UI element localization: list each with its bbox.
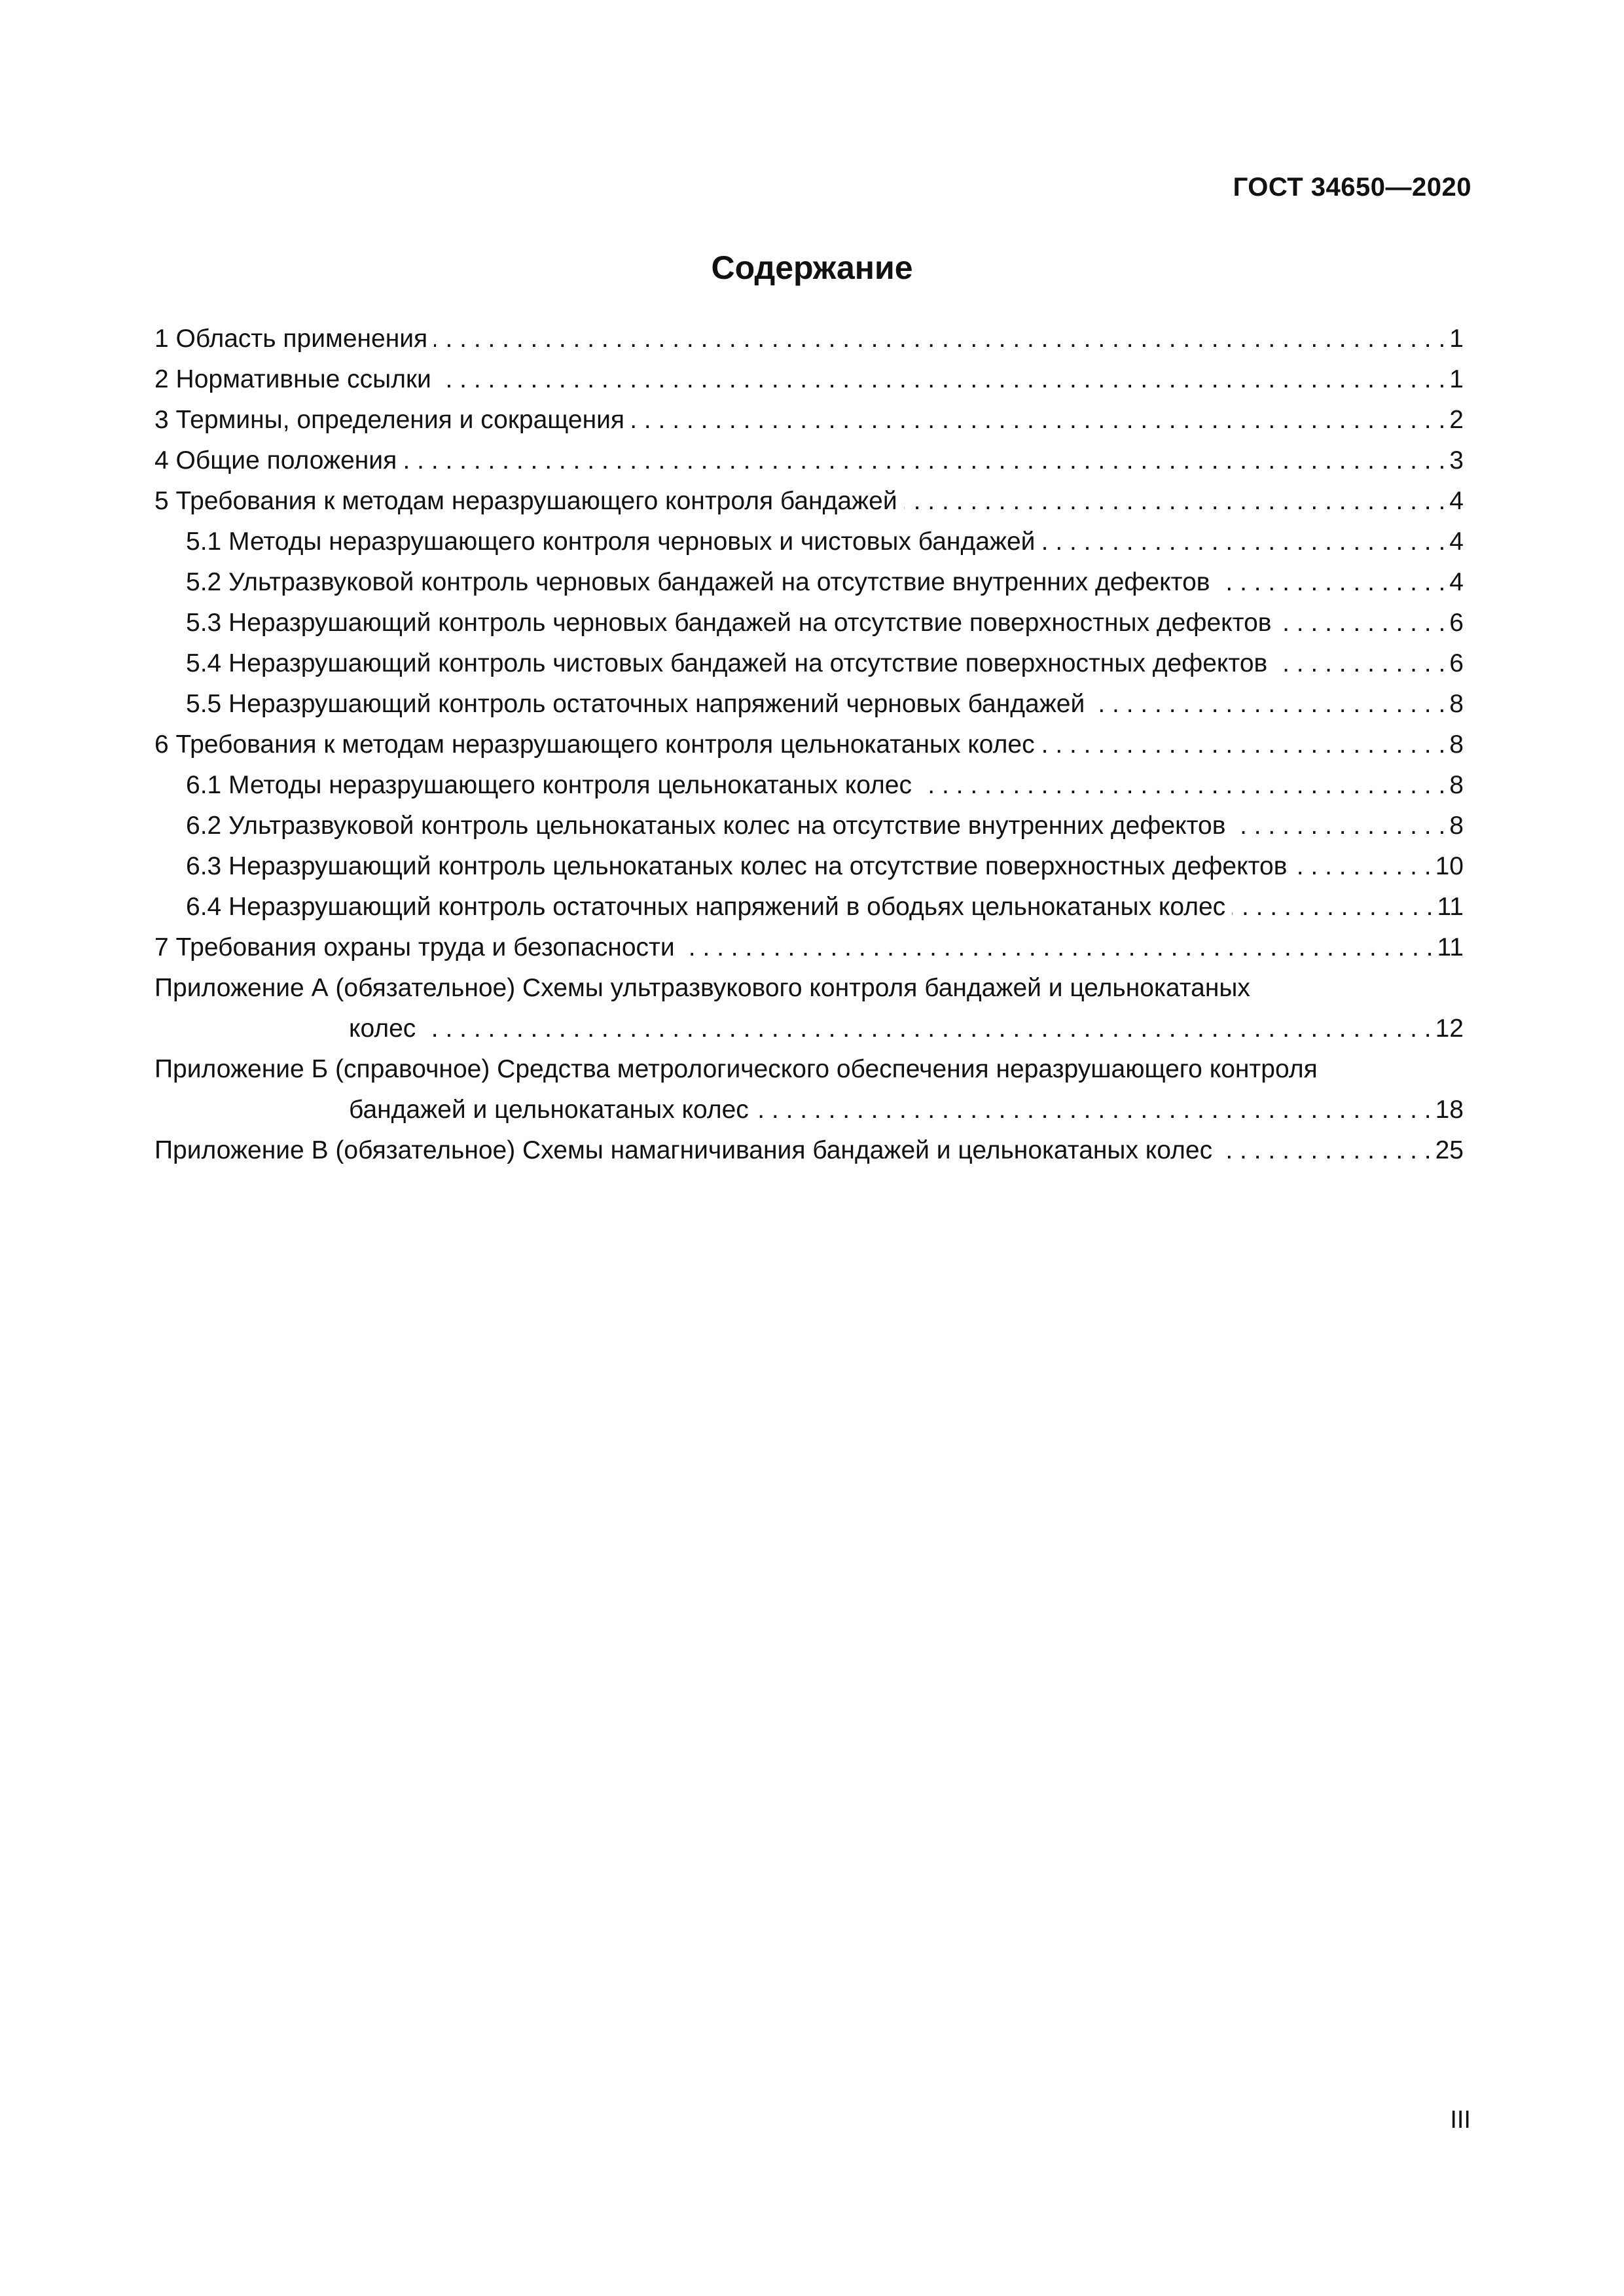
- toc-appendix-b[interactable]: [154, 1049, 1464, 1130]
- toc-entry-page: 18: [1435, 1096, 1464, 1124]
- toc-leader-dots: [904, 481, 1446, 522]
- toc-entry-5-4[interactable]: [186, 643, 1464, 684]
- toc-entry-2[interactable]: [154, 359, 1464, 400]
- toc-entry-3[interactable]: [154, 400, 1464, 440]
- toc-leader-dots: [681, 927, 1434, 968]
- toc-title: Содержание: [711, 249, 913, 286]
- toc-entry-label: 2 Нормативные ссылки: [154, 365, 431, 393]
- toc-entry-page: 8: [1449, 812, 1464, 840]
- toc-entry-label: 6.2 Ультразвуковой контроль цельнокатаных колес на отсутствие внутренних дефектов: [186, 812, 1226, 840]
- toc-entry-page: 4: [1449, 528, 1464, 556]
- toc-appendix-label: Приложение А (обязательное) Схемы ультразвукового контроля бандажей и цельнокатаных: [154, 974, 1250, 1002]
- toc-entry-page: 8: [1449, 690, 1464, 718]
- toc-entry-page: 4: [1449, 487, 1464, 515]
- toc-entry-1[interactable]: [154, 319, 1464, 359]
- toc-appendix-label: Приложение Б (справочное) Средства метрологического обеспечения неразрушающего контроля: [154, 1055, 1318, 1083]
- toc-leader-dots: [403, 440, 1445, 481]
- toc-leader-dots: [631, 400, 1445, 440]
- toc-leader-dots: [422, 1009, 1431, 1049]
- toc-entry-label: 5.4 Неразрушающий контроль чистовых бандажей на отсутствие поверхностных дефектов: [186, 649, 1268, 677]
- toc-leader-dots: [755, 1090, 1432, 1130]
- toc-entry-label: 7 Требования охраны труда и безопасности: [154, 933, 675, 961]
- toc-entry-5-2[interactable]: [186, 562, 1464, 603]
- toc-leader-dots: [1232, 806, 1445, 846]
- toc-entry-label: 6 Требования к методам неразрушающего контроля цельнокатаных колес: [154, 730, 1035, 759]
- toc-leader-dots: [434, 319, 1445, 359]
- toc-entry-page: 25: [1435, 1136, 1464, 1164]
- toc-entry-6-3[interactable]: [186, 846, 1464, 887]
- toc-entry-page: 8: [1449, 771, 1464, 799]
- toc-entry-page: 6: [1449, 609, 1464, 637]
- toc-appendix-v[interactable]: [154, 1130, 1464, 1171]
- toc-entry-label: 3 Термины, определения и сокращения: [154, 406, 625, 434]
- toc-appendix-label-cont: бандажей и цельнокатаных колес: [349, 1096, 749, 1124]
- toc-entry-page: 12: [1435, 1014, 1464, 1043]
- toc-entry-4[interactable]: [154, 440, 1464, 481]
- toc-leader-dots: [1041, 725, 1446, 765]
- toc-entry-label: 5.1 Методы неразрушающего контроля черновых и чистовых бандажей: [186, 528, 1036, 556]
- toc-leader-dots: [918, 765, 1445, 806]
- toc-leader-dots: [1041, 522, 1445, 562]
- toc-leader-dots: [1274, 643, 1445, 684]
- toc-entry-label: Приложение В (обязательное) Схемы намагничивания бандажей и цельнокатаных колес: [154, 1136, 1213, 1164]
- toc-leader-dots: [1293, 846, 1431, 887]
- toc-leader-dots: [1232, 887, 1433, 927]
- toc-entry-page: 3: [1449, 446, 1464, 475]
- toc-entry-page: 4: [1449, 568, 1464, 596]
- toc-entry-label: 5.3 Неразрушающий контроль черновых бандажей на отсутствие поверхностных дефектов: [186, 609, 1272, 637]
- toc-entry-page: 2: [1449, 406, 1464, 434]
- toc-entry-page: 10: [1435, 852, 1464, 880]
- toc-entry-page: 1: [1449, 365, 1464, 393]
- toc-leader-dots: [438, 359, 1445, 400]
- toc-entry-5-3[interactable]: [186, 603, 1464, 643]
- toc-entry-7[interactable]: [154, 927, 1464, 968]
- toc-entry-6[interactable]: [154, 725, 1464, 765]
- toc-entry-6-4[interactable]: [186, 887, 1464, 927]
- toc-entry-label: 5.2 Ультразвуковой контроль черновых бандажей на отсутствие внутренних дефектов: [186, 568, 1210, 596]
- document-code: ГОСТ 34650—2020: [1233, 173, 1471, 202]
- toc-entry-label: 5.5 Неразрушающий контроль остаточных напряжений черновых бандажей: [186, 690, 1085, 718]
- toc-entry-label: 1 Область применения: [154, 325, 428, 353]
- toc-entry-page: 1: [1449, 325, 1464, 353]
- page-number: III: [1450, 2106, 1471, 2134]
- toc-entry-page: 6: [1449, 649, 1464, 677]
- table-of-contents: [154, 319, 1464, 1171]
- toc-leader-dots: [1091, 684, 1445, 725]
- toc-leader-dots: [1219, 1130, 1432, 1171]
- toc-entry-6-2[interactable]: [186, 806, 1464, 846]
- toc-entry-label: 4 Общие положения: [154, 446, 397, 475]
- toc-entry-6-1[interactable]: [186, 765, 1464, 806]
- toc-entry-label: 6.4 Неразрушающий контроль остаточных напряжений в ободьях цельнокатаных колес: [186, 893, 1226, 921]
- toc-entry-page: 11: [1437, 933, 1464, 961]
- toc-entry-label: 5 Требования к методам неразрушающего контроля бандажей: [154, 487, 897, 515]
- toc-entry-page: 11: [1437, 893, 1464, 921]
- toc-entry-5[interactable]: [154, 481, 1464, 522]
- toc-appendix-a[interactable]: [154, 968, 1464, 1049]
- toc-appendix-label-cont: колес: [349, 1014, 416, 1043]
- toc-entry-page: 8: [1449, 730, 1464, 759]
- toc-entry-label: 6.3 Неразрушающий контроль цельнокатаных колес на отсутствие поверхностных дефектов: [186, 852, 1288, 880]
- toc-leader-dots: [1217, 562, 1446, 603]
- toc-entry-5-5[interactable]: [186, 684, 1464, 725]
- toc-leader-dots: [1278, 603, 1445, 643]
- toc-entry-label: 6.1 Методы неразрушающего контроля цельнокатаных колес: [186, 771, 912, 799]
- toc-entry-5-1[interactable]: [186, 522, 1464, 562]
